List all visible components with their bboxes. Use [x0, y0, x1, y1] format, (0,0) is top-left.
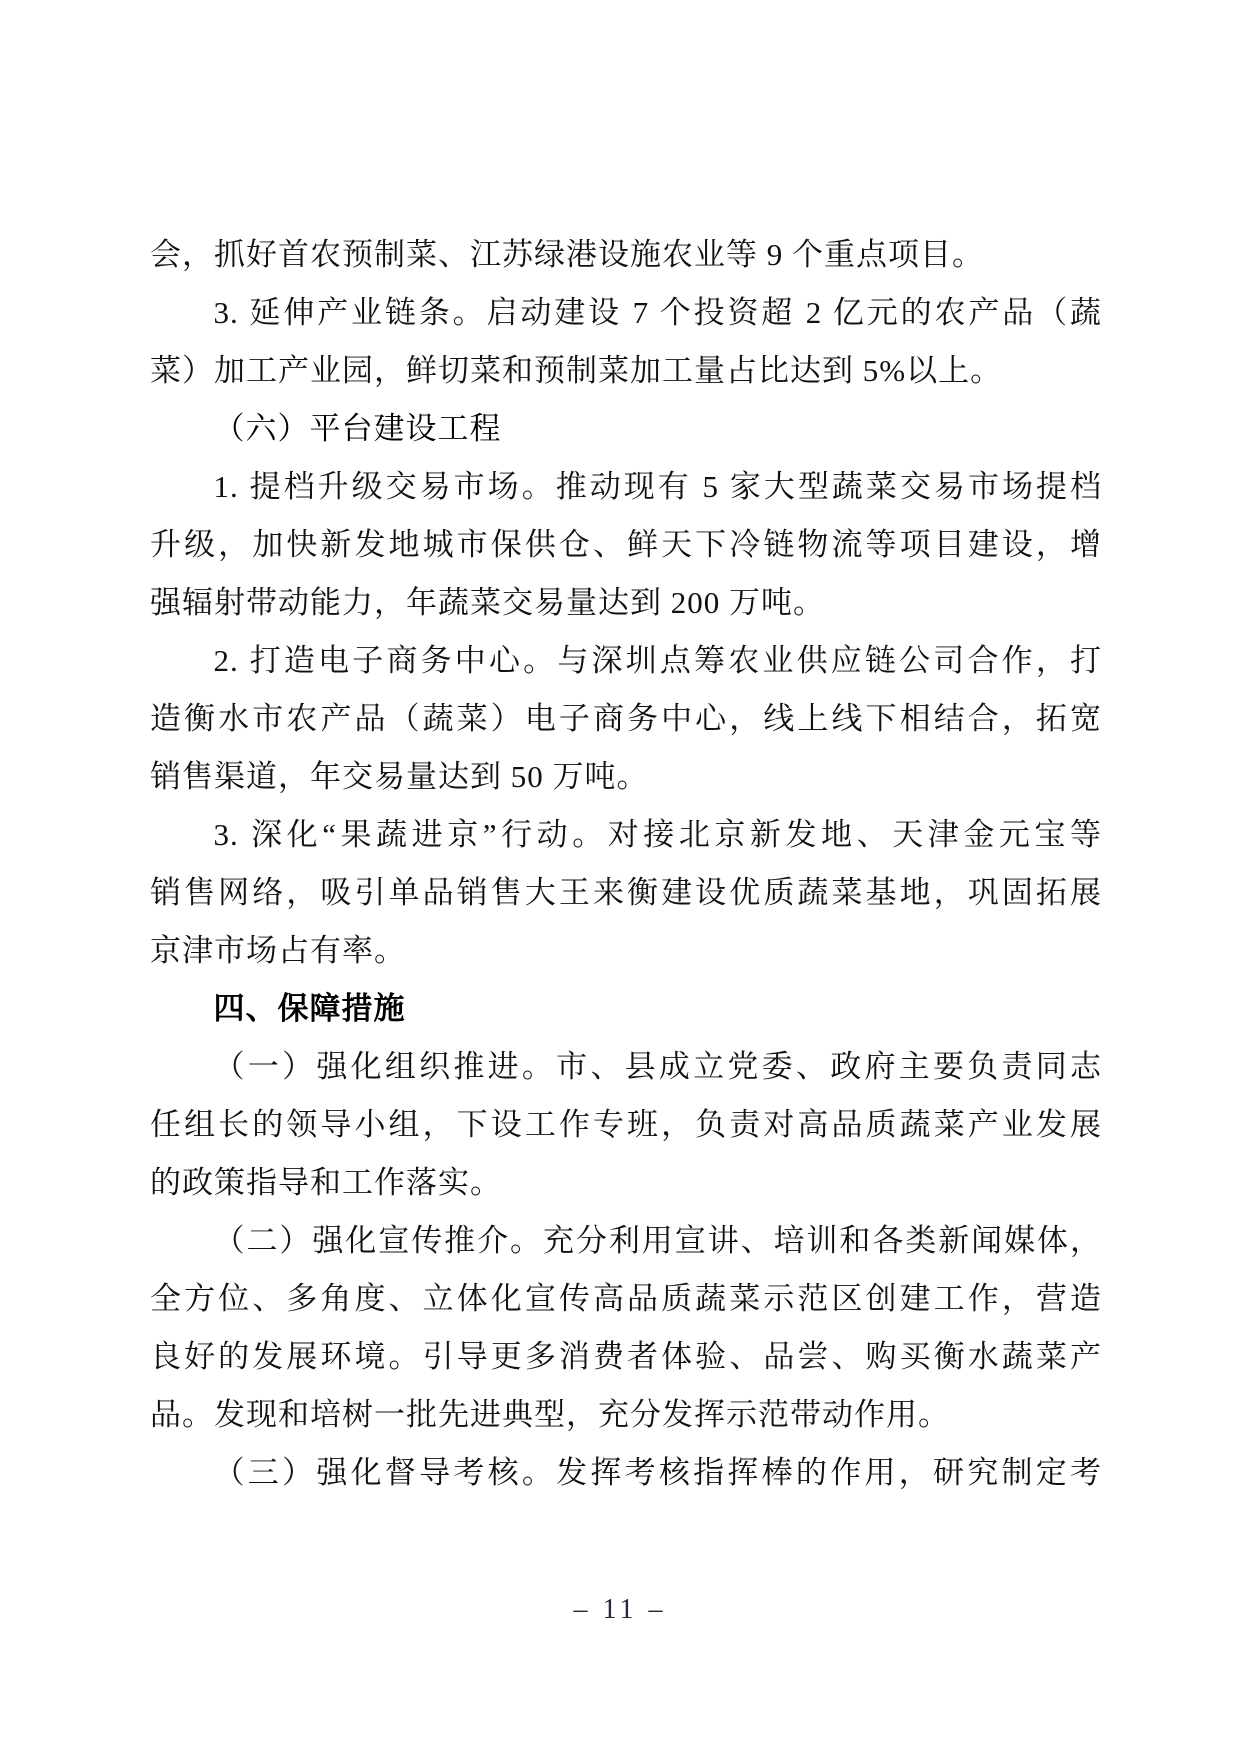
text-line: 销售渠道，年交易量达到 50 万吨。 — [150, 759, 649, 794]
text-line: 3. 深化“果蔬进京”行动。对接北京新发地、天津金元宝等 — [213, 817, 1102, 852]
text-line: 造衡水市农产品（蔬菜）电子商务中心，线上线下相结合，拓宽 — [150, 701, 1102, 736]
text-line: 良好的发展环境。引导更多消费者体验、品尝、购买衡水蔬菜产 — [150, 1339, 1102, 1374]
text-line: 2. 打造电子商务中心。与深圳点筹农业供应链公司合作，打 — [213, 643, 1102, 678]
page-number: – 11 – — [573, 1594, 667, 1625]
text-line: 强辐射带动能力，年蔬菜交易量达到 200 万吨。 — [150, 585, 825, 620]
document-body — [150, 226, 1102, 1502]
text-line: 销售网络，吸引单品销售大王来衡建设优质蔬菜基地，巩固拓展 — [150, 875, 1102, 910]
text-line: （三）强化督导考核。发挥考核指挥棒的作用，研究制定考 — [213, 1455, 1102, 1490]
text-line: 会，抓好首农预制菜、江苏绿港设施农业等 9 个重点项目。 — [150, 237, 984, 272]
text-line: 品。发现和培树一批先进典型，充分发挥示范带动作用。 — [150, 1397, 950, 1432]
text-line: （二）强化宣传推介。充分利用宣讲、培训和各类新闻媒体， — [213, 1223, 1102, 1258]
text-line: 任组长的领导小组，下设工作专班，负责对高品质蔬菜产业发展 — [150, 1107, 1102, 1142]
text-line: 的政策指导和工作落实。 — [150, 1165, 502, 1200]
subsection-heading: （六）平台建设工程 — [213, 411, 502, 446]
text-line: 升级，加快新发地城市保供仓、鲜天下冷链物流等项目建设，增 — [150, 527, 1102, 562]
text-line: 京津市场占有率。 — [150, 933, 406, 968]
text-line: 3. 延伸产业链条。启动建设 7 个投资超 2 亿元的农产品（蔬 — [213, 295, 1102, 330]
text-line: 菜）加工产业园，鲜切菜和预制菜加工量占比达到 5%以上。 — [150, 353, 1003, 388]
section-heading: 四、保障措施 — [213, 991, 406, 1026]
text-line: （一）强化组织推进。市、县成立党委、政府主要负责同志 — [213, 1049, 1102, 1084]
text-line: 全方位、多角度、立体化宣传高品质蔬菜示范区创建工作，营造 — [150, 1281, 1102, 1316]
text-line: 1. 提档升级交易市场。推动现有 5 家大型蔬菜交易市场提档 — [213, 469, 1102, 504]
